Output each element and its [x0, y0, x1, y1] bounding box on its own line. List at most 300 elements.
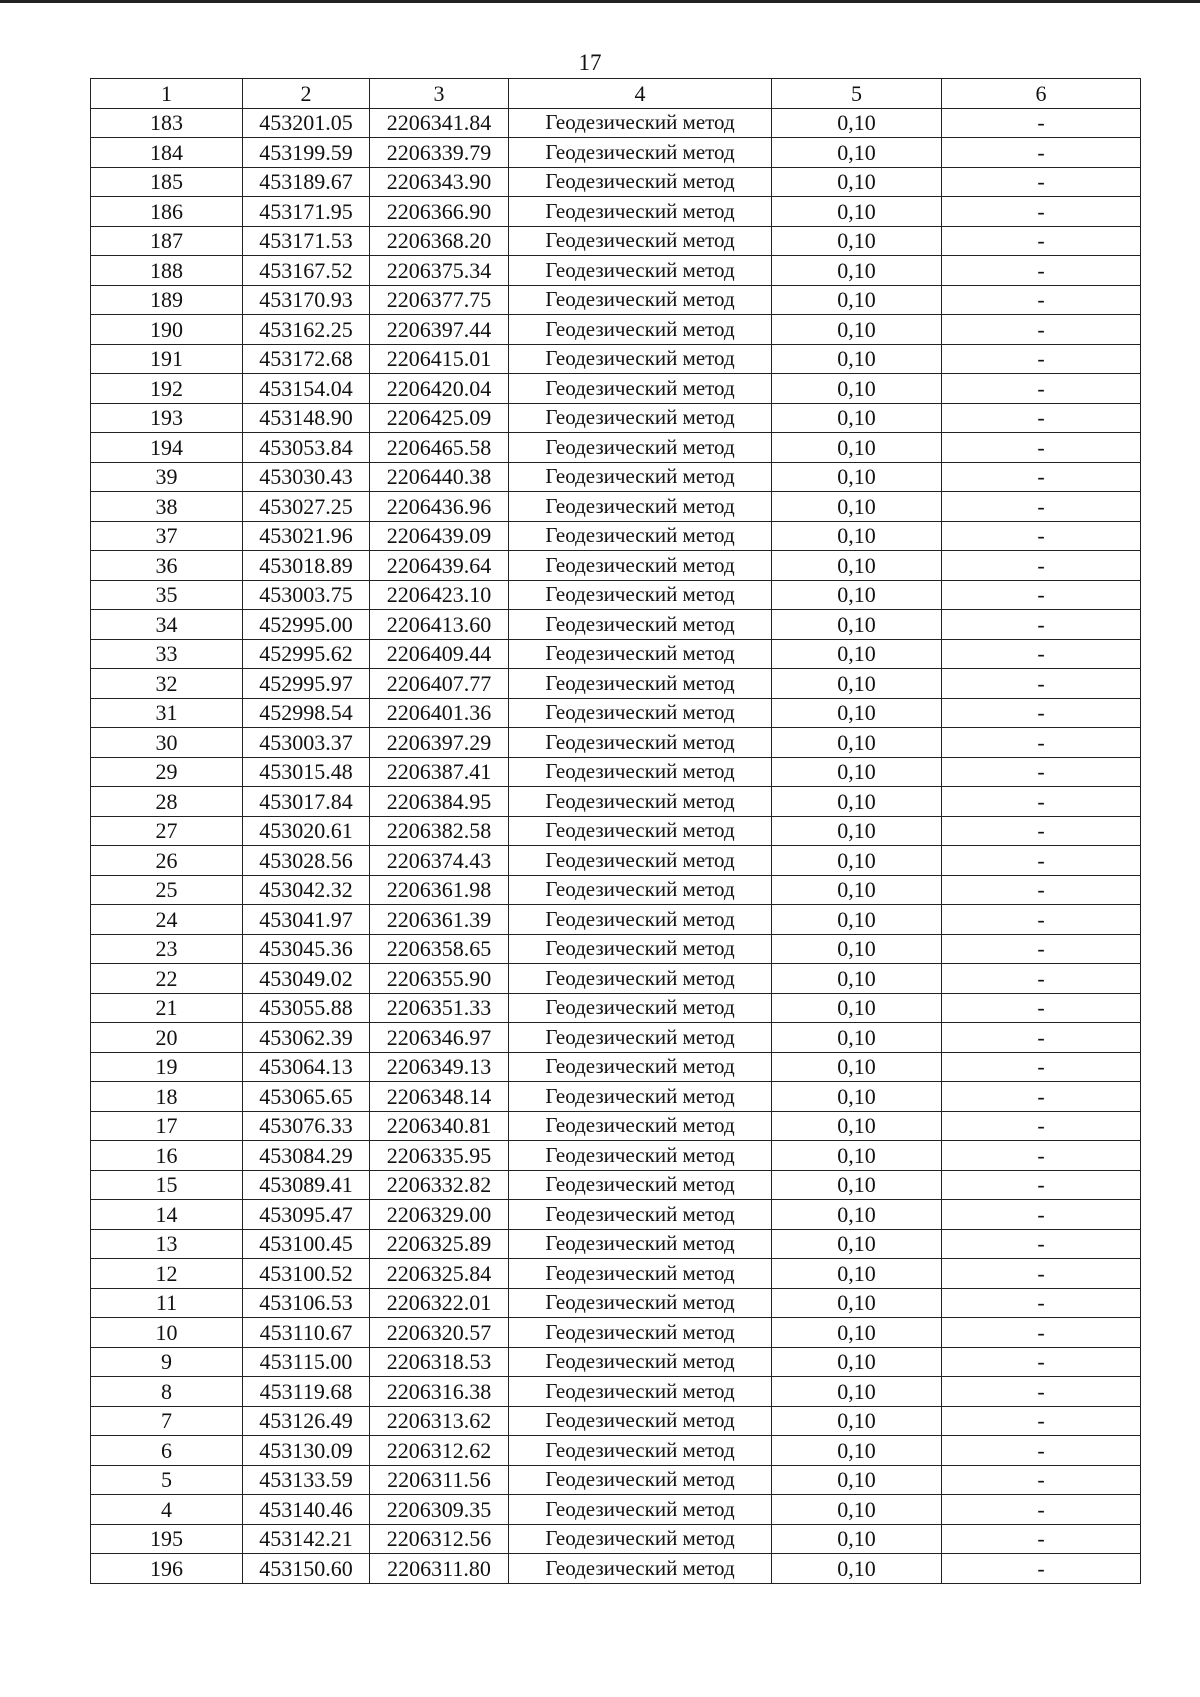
method-cell: Геодезический метод — [509, 1495, 772, 1525]
accuracy-cell: 0,10 — [772, 1377, 942, 1407]
y-coordinate-cell: 2206377.75 — [370, 285, 509, 315]
method-cell: Геодезический метод — [509, 521, 772, 551]
accuracy-cell: 0,10 — [772, 167, 942, 197]
x-coordinate-cell: 453140.46 — [243, 1495, 370, 1525]
accuracy-cell: 0,10 — [772, 1023, 942, 1053]
point-number-cell: 29 — [91, 757, 243, 787]
table-row — [91, 1554, 1141, 1584]
accuracy-cell: 0,10 — [772, 757, 942, 787]
point-number-cell: 33 — [91, 639, 243, 669]
y-coordinate-cell: 2206325.89 — [370, 1229, 509, 1259]
point-number-cell: 8 — [91, 1377, 243, 1407]
point-number-cell: 196 — [91, 1554, 243, 1584]
method-cell: Геодезический метод — [509, 138, 772, 168]
y-coordinate-cell: 2206335.95 — [370, 1141, 509, 1171]
accuracy-cell: 0,10 — [772, 226, 942, 256]
x-coordinate-cell: 453065.65 — [243, 1082, 370, 1112]
point-number-cell: 23 — [91, 934, 243, 964]
method-cell: Геодезический метод — [509, 639, 772, 669]
point-number-cell: 10 — [91, 1318, 243, 1348]
note-cell: - — [942, 728, 1141, 758]
method-cell: Геодезический метод — [509, 1200, 772, 1230]
method-cell: Геодезический метод — [509, 1023, 772, 1053]
accuracy-cell: 0,10 — [772, 580, 942, 610]
y-coordinate-cell: 2206311.80 — [370, 1554, 509, 1584]
table-row — [91, 610, 1141, 640]
table-row — [91, 1082, 1141, 1112]
point-number-cell: 17 — [91, 1111, 243, 1141]
table-row — [91, 1288, 1141, 1318]
column-header-2: 2 — [243, 79, 370, 109]
x-coordinate-cell: 453020.61 — [243, 816, 370, 846]
method-cell: Геодезический метод — [509, 1347, 772, 1377]
y-coordinate-cell: 2206325.84 — [370, 1259, 509, 1289]
point-number-cell: 32 — [91, 669, 243, 699]
point-number-cell: 36 — [91, 551, 243, 581]
y-coordinate-cell: 2206329.00 — [370, 1200, 509, 1230]
method-cell: Геодезический метод — [509, 1170, 772, 1200]
accuracy-cell: 0,10 — [772, 403, 942, 433]
table-row — [91, 875, 1141, 905]
x-coordinate-cell: 453148.90 — [243, 403, 370, 433]
x-coordinate-cell: 453172.68 — [243, 344, 370, 374]
point-number-cell: 30 — [91, 728, 243, 758]
column-header-1: 1 — [91, 79, 243, 109]
point-number-cell: 16 — [91, 1141, 243, 1171]
y-coordinate-cell: 2206368.20 — [370, 226, 509, 256]
note-cell: - — [942, 964, 1141, 994]
method-cell: Геодезический метод — [509, 934, 772, 964]
table-row — [91, 433, 1141, 463]
point-number-cell: 188 — [91, 256, 243, 286]
x-coordinate-cell: 453095.47 — [243, 1200, 370, 1230]
method-cell: Геодезический метод — [509, 197, 772, 227]
x-coordinate-cell: 453003.75 — [243, 580, 370, 610]
note-cell: - — [942, 138, 1141, 168]
method-cell: Геодезический метод — [509, 757, 772, 787]
y-coordinate-cell: 2206361.39 — [370, 905, 509, 935]
note-cell: - — [942, 1406, 1141, 1436]
note-cell: - — [942, 492, 1141, 522]
point-number-cell: 35 — [91, 580, 243, 610]
x-coordinate-cell: 453110.67 — [243, 1318, 370, 1348]
table-row — [91, 521, 1141, 551]
note-cell: - — [942, 846, 1141, 876]
x-coordinate-cell: 453142.21 — [243, 1524, 370, 1554]
table-row — [91, 285, 1141, 315]
point-number-cell: 193 — [91, 403, 243, 433]
method-cell: Геодезический метод — [509, 1377, 772, 1407]
table-row — [91, 108, 1141, 138]
method-cell: Геодезический метод — [509, 403, 772, 433]
table-row — [91, 1229, 1141, 1259]
method-cell: Геодезический метод — [509, 256, 772, 286]
x-coordinate-cell: 453189.67 — [243, 167, 370, 197]
method-cell: Геодезический метод — [509, 787, 772, 817]
table-row — [91, 846, 1141, 876]
accuracy-cell: 0,10 — [772, 1082, 942, 1112]
accuracy-cell: 0,10 — [772, 433, 942, 463]
method-cell: Геодезический метод — [509, 728, 772, 758]
y-coordinate-cell: 2206343.90 — [370, 167, 509, 197]
table-row — [91, 639, 1141, 669]
x-coordinate-cell: 453049.02 — [243, 964, 370, 994]
y-coordinate-cell: 2206351.33 — [370, 993, 509, 1023]
table-row — [91, 1406, 1141, 1436]
table-row — [91, 757, 1141, 787]
y-coordinate-cell: 2206407.77 — [370, 669, 509, 699]
note-cell: - — [942, 256, 1141, 286]
x-coordinate-cell: 452995.00 — [243, 610, 370, 640]
x-coordinate-cell: 453089.41 — [243, 1170, 370, 1200]
x-coordinate-cell: 453084.29 — [243, 1141, 370, 1171]
point-number-cell: 19 — [91, 1052, 243, 1082]
note-cell: - — [942, 1524, 1141, 1554]
table-row — [91, 934, 1141, 964]
method-cell: Геодезический метод — [509, 1111, 772, 1141]
note-cell: - — [942, 108, 1141, 138]
x-coordinate-cell: 453030.43 — [243, 462, 370, 492]
accuracy-cell: 0,10 — [772, 256, 942, 286]
point-number-cell: 185 — [91, 167, 243, 197]
method-cell: Геодезический метод — [509, 610, 772, 640]
point-number-cell: 18 — [91, 1082, 243, 1112]
table-row — [91, 1111, 1141, 1141]
note-cell: - — [942, 669, 1141, 699]
method-cell: Геодезический метод — [509, 1229, 772, 1259]
y-coordinate-cell: 2206312.56 — [370, 1524, 509, 1554]
point-number-cell: 9 — [91, 1347, 243, 1377]
y-coordinate-cell: 2206436.96 — [370, 492, 509, 522]
point-number-cell: 12 — [91, 1259, 243, 1289]
x-coordinate-cell: 453041.97 — [243, 905, 370, 935]
table-row — [91, 1170, 1141, 1200]
table-row — [91, 1377, 1141, 1407]
method-cell: Геодезический метод — [509, 669, 772, 699]
x-coordinate-cell: 453055.88 — [243, 993, 370, 1023]
point-number-cell: 15 — [91, 1170, 243, 1200]
y-coordinate-cell: 2206311.56 — [370, 1465, 509, 1495]
note-cell: - — [942, 816, 1141, 846]
point-number-cell: 34 — [91, 610, 243, 640]
method-cell: Геодезический метод — [509, 816, 772, 846]
accuracy-cell: 0,10 — [772, 905, 942, 935]
method-cell: Геодезический метод — [509, 551, 772, 581]
y-coordinate-cell: 2206349.13 — [370, 1052, 509, 1082]
point-number-cell: 191 — [91, 344, 243, 374]
accuracy-cell: 0,10 — [772, 1259, 942, 1289]
x-coordinate-cell: 453017.84 — [243, 787, 370, 817]
y-coordinate-cell: 2206397.29 — [370, 728, 509, 758]
point-number-cell: 186 — [91, 197, 243, 227]
x-coordinate-cell: 453042.32 — [243, 875, 370, 905]
accuracy-cell: 0,10 — [772, 521, 942, 551]
table-row — [91, 197, 1141, 227]
note-cell: - — [942, 875, 1141, 905]
x-coordinate-cell: 452998.54 — [243, 698, 370, 728]
y-coordinate-cell: 2206312.62 — [370, 1436, 509, 1466]
accuracy-cell: 0,10 — [772, 1406, 942, 1436]
x-coordinate-cell: 453076.33 — [243, 1111, 370, 1141]
table-row — [91, 964, 1141, 994]
table-row — [91, 1023, 1141, 1053]
point-number-cell: 39 — [91, 462, 243, 492]
accuracy-cell: 0,10 — [772, 551, 942, 581]
accuracy-cell: 0,10 — [772, 374, 942, 404]
table-row — [91, 1052, 1141, 1082]
x-coordinate-cell: 453021.96 — [243, 521, 370, 551]
page-top-border — [0, 0, 1200, 3]
y-coordinate-cell: 2206415.01 — [370, 344, 509, 374]
method-cell: Геодезический метод — [509, 1436, 772, 1466]
y-coordinate-cell: 2206375.34 — [370, 256, 509, 286]
table-row — [91, 462, 1141, 492]
x-coordinate-cell: 453100.45 — [243, 1229, 370, 1259]
point-number-cell: 4 — [91, 1495, 243, 1525]
accuracy-cell: 0,10 — [772, 639, 942, 669]
method-cell: Геодезический метод — [509, 344, 772, 374]
point-number-cell: 183 — [91, 108, 243, 138]
method-cell: Геодезический метод — [509, 226, 772, 256]
table-row — [91, 1495, 1141, 1525]
accuracy-cell: 0,10 — [772, 1347, 942, 1377]
table-row — [91, 580, 1141, 610]
method-cell: Геодезический метод — [509, 374, 772, 404]
note-cell: - — [942, 1347, 1141, 1377]
method-cell: Геодезический метод — [509, 1524, 772, 1554]
accuracy-cell: 0,10 — [772, 1052, 942, 1082]
y-coordinate-cell: 2206397.44 — [370, 315, 509, 345]
x-coordinate-cell: 453150.60 — [243, 1554, 370, 1584]
x-coordinate-cell: 453106.53 — [243, 1288, 370, 1318]
table-row — [91, 1318, 1141, 1348]
method-cell: Геодезический метод — [509, 1288, 772, 1318]
y-coordinate-cell: 2206316.38 — [370, 1377, 509, 1407]
note-cell: - — [942, 521, 1141, 551]
method-cell: Геодезический метод — [509, 905, 772, 935]
table-row — [91, 1347, 1141, 1377]
table-row — [91, 905, 1141, 935]
accuracy-cell: 0,10 — [772, 816, 942, 846]
x-coordinate-cell: 453045.36 — [243, 934, 370, 964]
accuracy-cell: 0,10 — [772, 1524, 942, 1554]
method-cell: Геодезический метод — [509, 846, 772, 876]
table-row — [91, 403, 1141, 433]
table-row — [91, 1200, 1141, 1230]
y-coordinate-cell: 2206366.90 — [370, 197, 509, 227]
x-coordinate-cell: 453133.59 — [243, 1465, 370, 1495]
y-coordinate-cell: 2206355.90 — [370, 964, 509, 994]
y-coordinate-cell: 2206322.01 — [370, 1288, 509, 1318]
x-coordinate-cell: 453119.68 — [243, 1377, 370, 1407]
y-coordinate-cell: 2206439.09 — [370, 521, 509, 551]
note-cell: - — [942, 1170, 1141, 1200]
y-coordinate-cell: 2206309.35 — [370, 1495, 509, 1525]
method-cell: Геодезический метод — [509, 1259, 772, 1289]
point-number-cell: 5 — [91, 1465, 243, 1495]
x-coordinate-cell: 453130.09 — [243, 1436, 370, 1466]
note-cell: - — [942, 1495, 1141, 1525]
method-cell: Геодезический метод — [509, 964, 772, 994]
x-coordinate-cell: 453167.52 — [243, 256, 370, 286]
point-number-cell: 190 — [91, 315, 243, 345]
y-coordinate-cell: 2206382.58 — [370, 816, 509, 846]
x-coordinate-cell: 453171.95 — [243, 197, 370, 227]
method-cell: Геодезический метод — [509, 1406, 772, 1436]
y-coordinate-cell: 2206341.84 — [370, 108, 509, 138]
point-number-cell: 7 — [91, 1406, 243, 1436]
accuracy-cell: 0,10 — [772, 1495, 942, 1525]
note-cell: - — [942, 433, 1141, 463]
point-number-cell: 184 — [91, 138, 243, 168]
note-cell: - — [942, 197, 1141, 227]
method-cell: Геодезический метод — [509, 315, 772, 345]
y-coordinate-cell: 2206465.58 — [370, 433, 509, 463]
method-cell: Геодезический метод — [509, 875, 772, 905]
accuracy-cell: 0,10 — [772, 462, 942, 492]
accuracy-cell: 0,10 — [772, 1288, 942, 1318]
point-number-cell: 26 — [91, 846, 243, 876]
table-row — [91, 138, 1141, 168]
y-coordinate-cell: 2206387.41 — [370, 757, 509, 787]
accuracy-cell: 0,10 — [772, 875, 942, 905]
y-coordinate-cell: 2206425.09 — [370, 403, 509, 433]
table-row — [91, 315, 1141, 345]
accuracy-cell: 0,10 — [772, 492, 942, 522]
y-coordinate-cell: 2206318.53 — [370, 1347, 509, 1377]
note-cell: - — [942, 934, 1141, 964]
x-coordinate-cell: 453100.52 — [243, 1259, 370, 1289]
method-cell: Геодезический метод — [509, 1082, 772, 1112]
point-number-cell: 192 — [91, 374, 243, 404]
table-row — [91, 1524, 1141, 1554]
point-number-cell: 38 — [91, 492, 243, 522]
table-row — [91, 993, 1141, 1023]
point-number-cell: 20 — [91, 1023, 243, 1053]
accuracy-cell: 0,10 — [772, 1200, 942, 1230]
note-cell: - — [942, 403, 1141, 433]
table-row — [91, 551, 1141, 581]
accuracy-cell: 0,10 — [772, 315, 942, 345]
accuracy-cell: 0,10 — [772, 1229, 942, 1259]
x-coordinate-cell: 453015.48 — [243, 757, 370, 787]
accuracy-cell: 0,10 — [772, 934, 942, 964]
y-coordinate-cell: 2206313.62 — [370, 1406, 509, 1436]
y-coordinate-cell: 2206361.98 — [370, 875, 509, 905]
table-row — [91, 787, 1141, 817]
note-cell: - — [942, 698, 1141, 728]
point-number-cell: 6 — [91, 1436, 243, 1466]
accuracy-cell: 0,10 — [772, 1436, 942, 1466]
accuracy-cell: 0,10 — [772, 964, 942, 994]
point-number-cell: 27 — [91, 816, 243, 846]
table-body — [91, 108, 1141, 1583]
table-row — [91, 1436, 1141, 1466]
y-coordinate-cell: 2206358.65 — [370, 934, 509, 964]
accuracy-cell: 0,10 — [772, 698, 942, 728]
method-cell: Геодезический метод — [509, 698, 772, 728]
table-row — [91, 226, 1141, 256]
accuracy-cell: 0,10 — [772, 787, 942, 817]
table-row — [91, 698, 1141, 728]
y-coordinate-cell: 2206320.57 — [370, 1318, 509, 1348]
y-coordinate-cell: 2206420.04 — [370, 374, 509, 404]
method-cell: Геодезический метод — [509, 1141, 772, 1171]
table-row — [91, 728, 1141, 758]
note-cell: - — [942, 285, 1141, 315]
point-number-cell: 195 — [91, 1524, 243, 1554]
point-number-cell: 13 — [91, 1229, 243, 1259]
point-number-cell: 22 — [91, 964, 243, 994]
x-coordinate-cell: 453018.89 — [243, 551, 370, 581]
note-cell: - — [942, 1259, 1141, 1289]
note-cell: - — [942, 639, 1141, 669]
point-number-cell: 187 — [91, 226, 243, 256]
note-cell: - — [942, 226, 1141, 256]
point-number-cell: 189 — [91, 285, 243, 315]
note-cell: - — [942, 787, 1141, 817]
y-coordinate-cell: 2206348.14 — [370, 1082, 509, 1112]
x-coordinate-cell: 452995.62 — [243, 639, 370, 669]
point-number-cell: 24 — [91, 905, 243, 935]
y-coordinate-cell: 2206439.64 — [370, 551, 509, 581]
x-coordinate-cell: 453171.53 — [243, 226, 370, 256]
point-number-cell: 25 — [91, 875, 243, 905]
table-row — [91, 344, 1141, 374]
y-coordinate-cell: 2206440.38 — [370, 462, 509, 492]
column-header-4: 4 — [509, 79, 772, 109]
note-cell: - — [942, 462, 1141, 492]
note-cell: - — [942, 610, 1141, 640]
note-cell: - — [942, 1200, 1141, 1230]
note-cell: - — [942, 1436, 1141, 1466]
table-row — [91, 167, 1141, 197]
y-coordinate-cell: 2206384.95 — [370, 787, 509, 817]
y-coordinate-cell: 2206340.81 — [370, 1111, 509, 1141]
x-coordinate-cell: 453199.59 — [243, 138, 370, 168]
method-cell: Геодезический метод — [509, 1052, 772, 1082]
note-cell: - — [942, 1111, 1141, 1141]
x-coordinate-cell: 453028.56 — [243, 846, 370, 876]
x-coordinate-cell: 453053.84 — [243, 433, 370, 463]
x-coordinate-cell: 453201.05 — [243, 108, 370, 138]
note-cell: - — [942, 315, 1141, 345]
note-cell: - — [942, 905, 1141, 935]
note-cell: - — [942, 757, 1141, 787]
method-cell: Геодезический метод — [509, 1318, 772, 1348]
note-cell: - — [942, 551, 1141, 581]
method-cell: Геодезический метод — [509, 580, 772, 610]
x-coordinate-cell: 453115.00 — [243, 1347, 370, 1377]
point-number-cell: 11 — [91, 1288, 243, 1318]
note-cell: - — [942, 374, 1141, 404]
x-coordinate-cell: 453126.49 — [243, 1406, 370, 1436]
note-cell: - — [942, 1465, 1141, 1495]
accuracy-cell: 0,10 — [772, 285, 942, 315]
note-cell: - — [942, 1554, 1141, 1584]
accuracy-cell: 0,10 — [772, 344, 942, 374]
accuracy-cell: 0,10 — [772, 669, 942, 699]
method-cell: Геодезический метод — [509, 993, 772, 1023]
table-row — [91, 1465, 1141, 1495]
accuracy-cell: 0,10 — [772, 728, 942, 758]
note-cell: - — [942, 1023, 1141, 1053]
accuracy-cell: 0,10 — [772, 197, 942, 227]
table-row — [91, 492, 1141, 522]
method-cell: Геодезический метод — [509, 462, 772, 492]
accuracy-cell: 0,10 — [772, 1554, 942, 1584]
note-cell: - — [942, 1229, 1141, 1259]
